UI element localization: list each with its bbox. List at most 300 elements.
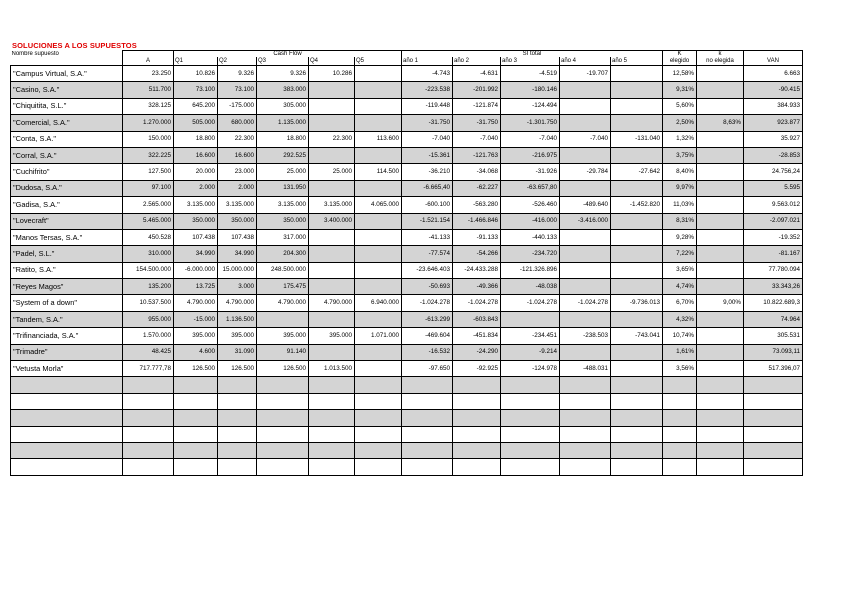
empty-cell <box>355 393 402 409</box>
cell-k-no-elegida: 9,00% <box>697 295 744 311</box>
empty-cell <box>174 377 218 393</box>
cell-ano1: -6.665,40 <box>402 180 453 196</box>
cell-ano2: -4.631 <box>453 66 501 82</box>
cell-q3: 175.475 <box>257 279 309 295</box>
cell-ano5 <box>611 82 663 98</box>
cell-ano5 <box>611 147 663 163</box>
cell-van: 77.780.094 <box>744 262 803 278</box>
empty-cell <box>744 442 803 458</box>
cell-a: 511.700 <box>123 82 174 98</box>
empty-cell <box>697 459 744 475</box>
empty-cell <box>174 442 218 458</box>
empty-cell <box>174 426 218 442</box>
cell-q4 <box>309 344 355 360</box>
cell-ano5 <box>611 98 663 114</box>
cell-ano1: -16.532 <box>402 344 453 360</box>
empty-cell <box>123 459 174 475</box>
cell-ano2: -34.068 <box>453 164 501 180</box>
empty-cell <box>257 410 309 426</box>
empty-cell <box>560 377 611 393</box>
empty-cell <box>257 393 309 409</box>
cell-ano2: -24.290 <box>453 344 501 360</box>
cell-ano4: -19.707 <box>560 66 611 82</box>
header-si-total: SI total <box>402 51 663 58</box>
empty-cell <box>663 393 697 409</box>
empty-cell <box>257 442 309 458</box>
empty-cell <box>123 410 174 426</box>
cell-q4 <box>309 180 355 196</box>
cell-q3: 204.300 <box>257 246 309 262</box>
empty-cell <box>453 410 501 426</box>
empty-cell <box>697 377 744 393</box>
empty-cell <box>744 393 803 409</box>
cell-ano4 <box>560 246 611 262</box>
cell-k-elegido: 1,61% <box>663 344 697 360</box>
cell-name: "Tandem, S.A." <box>11 311 123 327</box>
table-row <box>11 295 803 311</box>
table-row <box>11 311 803 327</box>
cell-ano3: -124.494 <box>501 98 560 114</box>
empty-cell <box>402 442 453 458</box>
cell-k-elegido: 6,70% <box>663 295 697 311</box>
cell-q2: 3.135.000 <box>218 197 257 213</box>
empty-cell <box>11 410 123 426</box>
empty-cell <box>744 426 803 442</box>
cell-q4: 3.135.000 <box>309 197 355 213</box>
cell-q5 <box>355 213 402 229</box>
header-q5: Q5 <box>355 57 402 66</box>
empty-cell <box>218 442 257 458</box>
cell-ano5 <box>611 246 663 262</box>
cell-q2: -175.000 <box>218 98 257 114</box>
empty-cell <box>501 410 560 426</box>
empty-row <box>11 426 803 442</box>
cell-van: 10.822.689,3 <box>744 295 803 311</box>
header-k-elegido: elegido <box>663 57 697 66</box>
cell-ano5 <box>611 361 663 377</box>
cell-k-elegido: 10,74% <box>663 328 697 344</box>
cell-van: -81.167 <box>744 246 803 262</box>
cell-q5 <box>355 98 402 114</box>
empty-cell <box>697 426 744 442</box>
cell-ano3: -216.975 <box>501 147 560 163</box>
empty-cell <box>453 459 501 475</box>
empty-cell <box>309 459 355 475</box>
cell-q1: 13.725 <box>174 279 218 295</box>
empty-cell <box>501 442 560 458</box>
cell-q2: 22.300 <box>218 131 257 147</box>
cell-van: 384.933 <box>744 98 803 114</box>
cell-k-no-elegida <box>697 82 744 98</box>
cell-van: 73.093,11 <box>744 344 803 360</box>
empty-row <box>11 393 803 409</box>
cell-q1: 505.000 <box>174 115 218 131</box>
cell-k-elegido: 12,58% <box>663 66 697 82</box>
cell-q4: 25.000 <box>309 164 355 180</box>
cell-name: "Reyes Magos" <box>11 279 123 295</box>
cell-ano4: -489.640 <box>560 197 611 213</box>
empty-cell <box>611 426 663 442</box>
cell-q1: 4.790.000 <box>174 295 218 311</box>
cell-k-elegido: 3,65% <box>663 262 697 278</box>
empty-cell <box>611 377 663 393</box>
empty-cell <box>257 426 309 442</box>
cell-k-elegido: 7,22% <box>663 246 697 262</box>
cell-ano3: -1.024.278 <box>501 295 560 311</box>
cell-ano5 <box>611 279 663 295</box>
header-ano2: año 2 <box>453 57 501 66</box>
cell-ano5 <box>611 344 663 360</box>
empty-cell <box>309 377 355 393</box>
empty-cell <box>663 459 697 475</box>
cell-q4 <box>309 311 355 327</box>
cell-q1: -15.000 <box>174 311 218 327</box>
cell-ano3: -180.146 <box>501 82 560 98</box>
empty-cell <box>560 426 611 442</box>
cell-k-elegido: 3,56% <box>663 361 697 377</box>
cell-ano1: -50.693 <box>402 279 453 295</box>
cell-q3: 25.000 <box>257 164 309 180</box>
cell-van: 6.663 <box>744 66 803 82</box>
cell-a: 154.500.000 <box>123 262 174 278</box>
header-blank-name <box>11 57 123 66</box>
cell-q4 <box>309 82 355 98</box>
empty-cell <box>697 442 744 458</box>
cell-ano2: -563.280 <box>453 197 501 213</box>
empty-cell <box>744 377 803 393</box>
empty-cell <box>501 377 560 393</box>
cell-ano4: -3.416.000 <box>560 213 611 229</box>
cell-q3: 18.800 <box>257 131 309 147</box>
cell-ano5: -743.041 <box>611 328 663 344</box>
empty-cell <box>174 393 218 409</box>
cell-name: "Conta, S.A." <box>11 131 123 147</box>
header-ano5: año 5 <box>611 57 663 66</box>
cell-q5 <box>355 262 402 278</box>
cell-k-no-elegida <box>697 262 744 278</box>
cell-a: 135.200 <box>123 279 174 295</box>
cell-q1: 18.800 <box>174 131 218 147</box>
empty-cell <box>355 410 402 426</box>
cell-q3: 350.000 <box>257 213 309 229</box>
table-row <box>11 361 803 377</box>
cell-q3: 305.000 <box>257 98 309 114</box>
empty-cell <box>560 393 611 409</box>
cell-name: "Ratito, S.A." <box>11 262 123 278</box>
cell-q4 <box>309 246 355 262</box>
cell-q4: 4.790.000 <box>309 295 355 311</box>
cell-ano3: -121.326.896 <box>501 262 560 278</box>
cell-ano5 <box>611 180 663 196</box>
cell-ano5 <box>611 311 663 327</box>
empty-cell <box>611 459 663 475</box>
header-ano3: año 3 <box>501 57 560 66</box>
cell-q1: 126.500 <box>174 361 218 377</box>
cell-ano1: -15.361 <box>402 147 453 163</box>
cell-van: -19.352 <box>744 229 803 245</box>
cell-ano1: -469.604 <box>402 328 453 344</box>
cell-name: "Cuchifrito" <box>11 164 123 180</box>
cell-q3: 3.135.000 <box>257 197 309 213</box>
empty-cell <box>560 442 611 458</box>
empty-cell <box>663 410 697 426</box>
cell-q2: 23.000 <box>218 164 257 180</box>
cell-ano5: -1.452.820 <box>611 197 663 213</box>
cell-ano3 <box>501 311 560 327</box>
cell-ano2: -24.433.288 <box>453 262 501 278</box>
cell-ano4: -488.031 <box>560 361 611 377</box>
empty-cell <box>402 393 453 409</box>
cell-q2: 680.000 <box>218 115 257 131</box>
cell-q5 <box>355 180 402 196</box>
cell-ano2: -54.266 <box>453 246 501 262</box>
empty-cell <box>123 377 174 393</box>
cell-k-elegido: 5,60% <box>663 98 697 114</box>
cell-q5 <box>355 246 402 262</box>
table-row <box>11 164 803 180</box>
header-cash-flow: Cash Flow <box>174 51 402 58</box>
header-k-elegido-top: K <box>663 51 697 58</box>
cell-ano1: -613.299 <box>402 311 453 327</box>
cell-q4: 10.286 <box>309 66 355 82</box>
cell-ano1: -4.743 <box>402 66 453 82</box>
cell-van: 74.964 <box>744 311 803 327</box>
table-row <box>11 197 803 213</box>
empty-cell <box>453 442 501 458</box>
cell-k-no-elegida <box>697 361 744 377</box>
cell-q4 <box>309 98 355 114</box>
cell-name: "Trifinanciada, S.A." <box>11 328 123 344</box>
cell-q2: 126.500 <box>218 361 257 377</box>
cell-van: 35.927 <box>744 131 803 147</box>
cell-van: 5.595 <box>744 180 803 196</box>
cell-q4: 3.400.000 <box>309 213 355 229</box>
cell-q1: 2.000 <box>174 180 218 196</box>
empty-cell <box>453 426 501 442</box>
header-row-bottom <box>11 57 803 66</box>
cell-q1: 107.438 <box>174 229 218 245</box>
cell-q4: 395.000 <box>309 328 355 344</box>
cell-q2: 395.000 <box>218 328 257 344</box>
cell-k-no-elegida <box>697 164 744 180</box>
cell-k-elegido: 4,74% <box>663 279 697 295</box>
cell-ano1: -600.100 <box>402 197 453 213</box>
cell-q5 <box>355 66 402 82</box>
header-q2: Q2 <box>218 57 257 66</box>
empty-cell <box>257 377 309 393</box>
table-row <box>11 115 803 131</box>
cell-ano5 <box>611 213 663 229</box>
cell-name: "Vetusta Morla" <box>11 361 123 377</box>
cell-ano4 <box>560 344 611 360</box>
cell-ano4 <box>560 147 611 163</box>
cell-q4 <box>309 262 355 278</box>
cell-van: 24.756,24 <box>744 164 803 180</box>
cell-q4: 22.300 <box>309 131 355 147</box>
cell-k-elegido: 8,31% <box>663 213 697 229</box>
cell-q5 <box>355 229 402 245</box>
cell-q1: 350.000 <box>174 213 218 229</box>
cell-k-elegido: 11,03% <box>663 197 697 213</box>
header-k-no-elegida-top: k <box>697 51 744 58</box>
cell-van: 923.877 <box>744 115 803 131</box>
cell-k-no-elegida <box>697 147 744 163</box>
cell-q5: 4.065.000 <box>355 197 402 213</box>
cell-ano4: -7.040 <box>560 131 611 147</box>
header-van: VAN <box>744 57 803 66</box>
cell-k-elegido: 3,75% <box>663 147 697 163</box>
empty-cell <box>355 442 402 458</box>
cell-ano2: -91.133 <box>453 229 501 245</box>
cell-q3: 131.950 <box>257 180 309 196</box>
cell-q5 <box>355 115 402 131</box>
header-k-no-elegida: no elegida <box>697 57 744 66</box>
empty-cell <box>257 459 309 475</box>
cell-q5 <box>355 311 402 327</box>
empty-cell <box>744 410 803 426</box>
cell-q3: 248.500.000 <box>257 262 309 278</box>
empty-cell <box>402 426 453 442</box>
table-row <box>11 344 803 360</box>
cell-q3: 1.135.000 <box>257 115 309 131</box>
cell-q2: 4.790.000 <box>218 295 257 311</box>
cell-q4 <box>309 279 355 295</box>
cell-q3: 395.000 <box>257 328 309 344</box>
cell-ano4: -238.503 <box>560 328 611 344</box>
cell-ano3: -48.038 <box>501 279 560 295</box>
cell-k-no-elegida: 8,63% <box>697 115 744 131</box>
cell-k-no-elegida <box>697 180 744 196</box>
cell-q2: 107.438 <box>218 229 257 245</box>
cell-a: 717.777,78 <box>123 361 174 377</box>
cell-k-elegido: 9,28% <box>663 229 697 245</box>
cell-q1: 34.990 <box>174 246 218 262</box>
cell-q5: 113.600 <box>355 131 402 147</box>
cell-ano3: -234.451 <box>501 328 560 344</box>
empty-cell <box>697 410 744 426</box>
empty-cell <box>218 410 257 426</box>
cell-name: "Lovecraft" <box>11 213 123 229</box>
cell-k-no-elegida <box>697 197 744 213</box>
cell-k-no-elegida <box>697 246 744 262</box>
cell-ano2: -1.466.846 <box>453 213 501 229</box>
empty-cell <box>560 410 611 426</box>
cell-a: 150.000 <box>123 131 174 147</box>
cell-a: 450.528 <box>123 229 174 245</box>
cell-ano1: -1.521.154 <box>402 213 453 229</box>
cell-q5 <box>355 279 402 295</box>
cell-q2: 15.000.000 <box>218 262 257 278</box>
empty-cell <box>11 393 123 409</box>
empty-cell <box>663 426 697 442</box>
cell-k-elegido: 9,97% <box>663 180 697 196</box>
sheet-title: SOLUCIONES A LOS SUPUESTOS <box>12 41 137 50</box>
empty-cell <box>123 442 174 458</box>
cell-q2: 3.000 <box>218 279 257 295</box>
empty-cell <box>611 393 663 409</box>
cell-ano2: -121.874 <box>453 98 501 114</box>
cell-ano1: -36.210 <box>402 164 453 180</box>
cell-q1: 3.135.000 <box>174 197 218 213</box>
cell-ano1: -1.024.278 <box>402 295 453 311</box>
empty-cell <box>402 410 453 426</box>
cell-q4 <box>309 147 355 163</box>
empty-cell <box>218 393 257 409</box>
cell-k-no-elegida <box>697 66 744 82</box>
cell-q4 <box>309 115 355 131</box>
cell-q2: 1.136.500 <box>218 311 257 327</box>
table-row <box>11 147 803 163</box>
empty-cell <box>11 377 123 393</box>
empty-cell <box>611 410 663 426</box>
cell-van: 33.343,26 <box>744 279 803 295</box>
cell-ano3: -234.720 <box>501 246 560 262</box>
empty-row <box>11 410 803 426</box>
cell-q5 <box>355 147 402 163</box>
cell-ano2: -451.834 <box>453 328 501 344</box>
cell-ano3: -63.657,80 <box>501 180 560 196</box>
cell-ano1: -223.538 <box>402 82 453 98</box>
cell-a: 48.425 <box>123 344 174 360</box>
cell-q1: -6.000.000 <box>174 262 218 278</box>
cell-ano4: -29.784 <box>560 164 611 180</box>
cell-ano5 <box>611 66 663 82</box>
cell-ano1: -23.646.403 <box>402 262 453 278</box>
cell-q1: 20.000 <box>174 164 218 180</box>
cell-ano3: -31.926 <box>501 164 560 180</box>
cell-van: 305.531 <box>744 328 803 344</box>
empty-cell <box>309 426 355 442</box>
cell-k-no-elegida <box>697 229 744 245</box>
cell-q1: 4.600 <box>174 344 218 360</box>
cell-ano5: -9.736.013 <box>611 295 663 311</box>
cell-name: "Gadisa, S.A." <box>11 197 123 213</box>
cell-ano5: -27.642 <box>611 164 663 180</box>
empty-cell <box>123 426 174 442</box>
cell-name: "Comercial, S.A." <box>11 115 123 131</box>
cell-ano4 <box>560 82 611 98</box>
cell-q3 <box>257 311 309 327</box>
cell-ano3: -416.000 <box>501 213 560 229</box>
cell-ano2: -201.992 <box>453 82 501 98</box>
header-a: A <box>123 57 174 66</box>
cell-ano3: -4.519 <box>501 66 560 82</box>
cell-q2: 16.600 <box>218 147 257 163</box>
cell-a: 23.250 <box>123 66 174 82</box>
cell-a: 1.570.000 <box>123 328 174 344</box>
cell-ano2: -31.750 <box>453 115 501 131</box>
empty-cell <box>611 442 663 458</box>
cell-k-elegido: 4,32% <box>663 311 697 327</box>
cell-q3: 9.326 <box>257 66 309 82</box>
cell-ano2: -92.925 <box>453 361 501 377</box>
empty-cell <box>218 377 257 393</box>
empty-cell <box>501 426 560 442</box>
cell-q1: 395.000 <box>174 328 218 344</box>
cell-ano5 <box>611 229 663 245</box>
cell-q3: 91.140 <box>257 344 309 360</box>
cell-q1: 16.600 <box>174 147 218 163</box>
cell-q3: 292.525 <box>257 147 309 163</box>
header-ano1: año 1 <box>402 57 453 66</box>
cell-ano4 <box>560 279 611 295</box>
cell-q4: 1.013.500 <box>309 361 355 377</box>
empty-cell <box>663 377 697 393</box>
table-row <box>11 229 803 245</box>
cell-ano2: -7.040 <box>453 131 501 147</box>
cell-a: 310.000 <box>123 246 174 262</box>
empty-cell <box>11 442 123 458</box>
